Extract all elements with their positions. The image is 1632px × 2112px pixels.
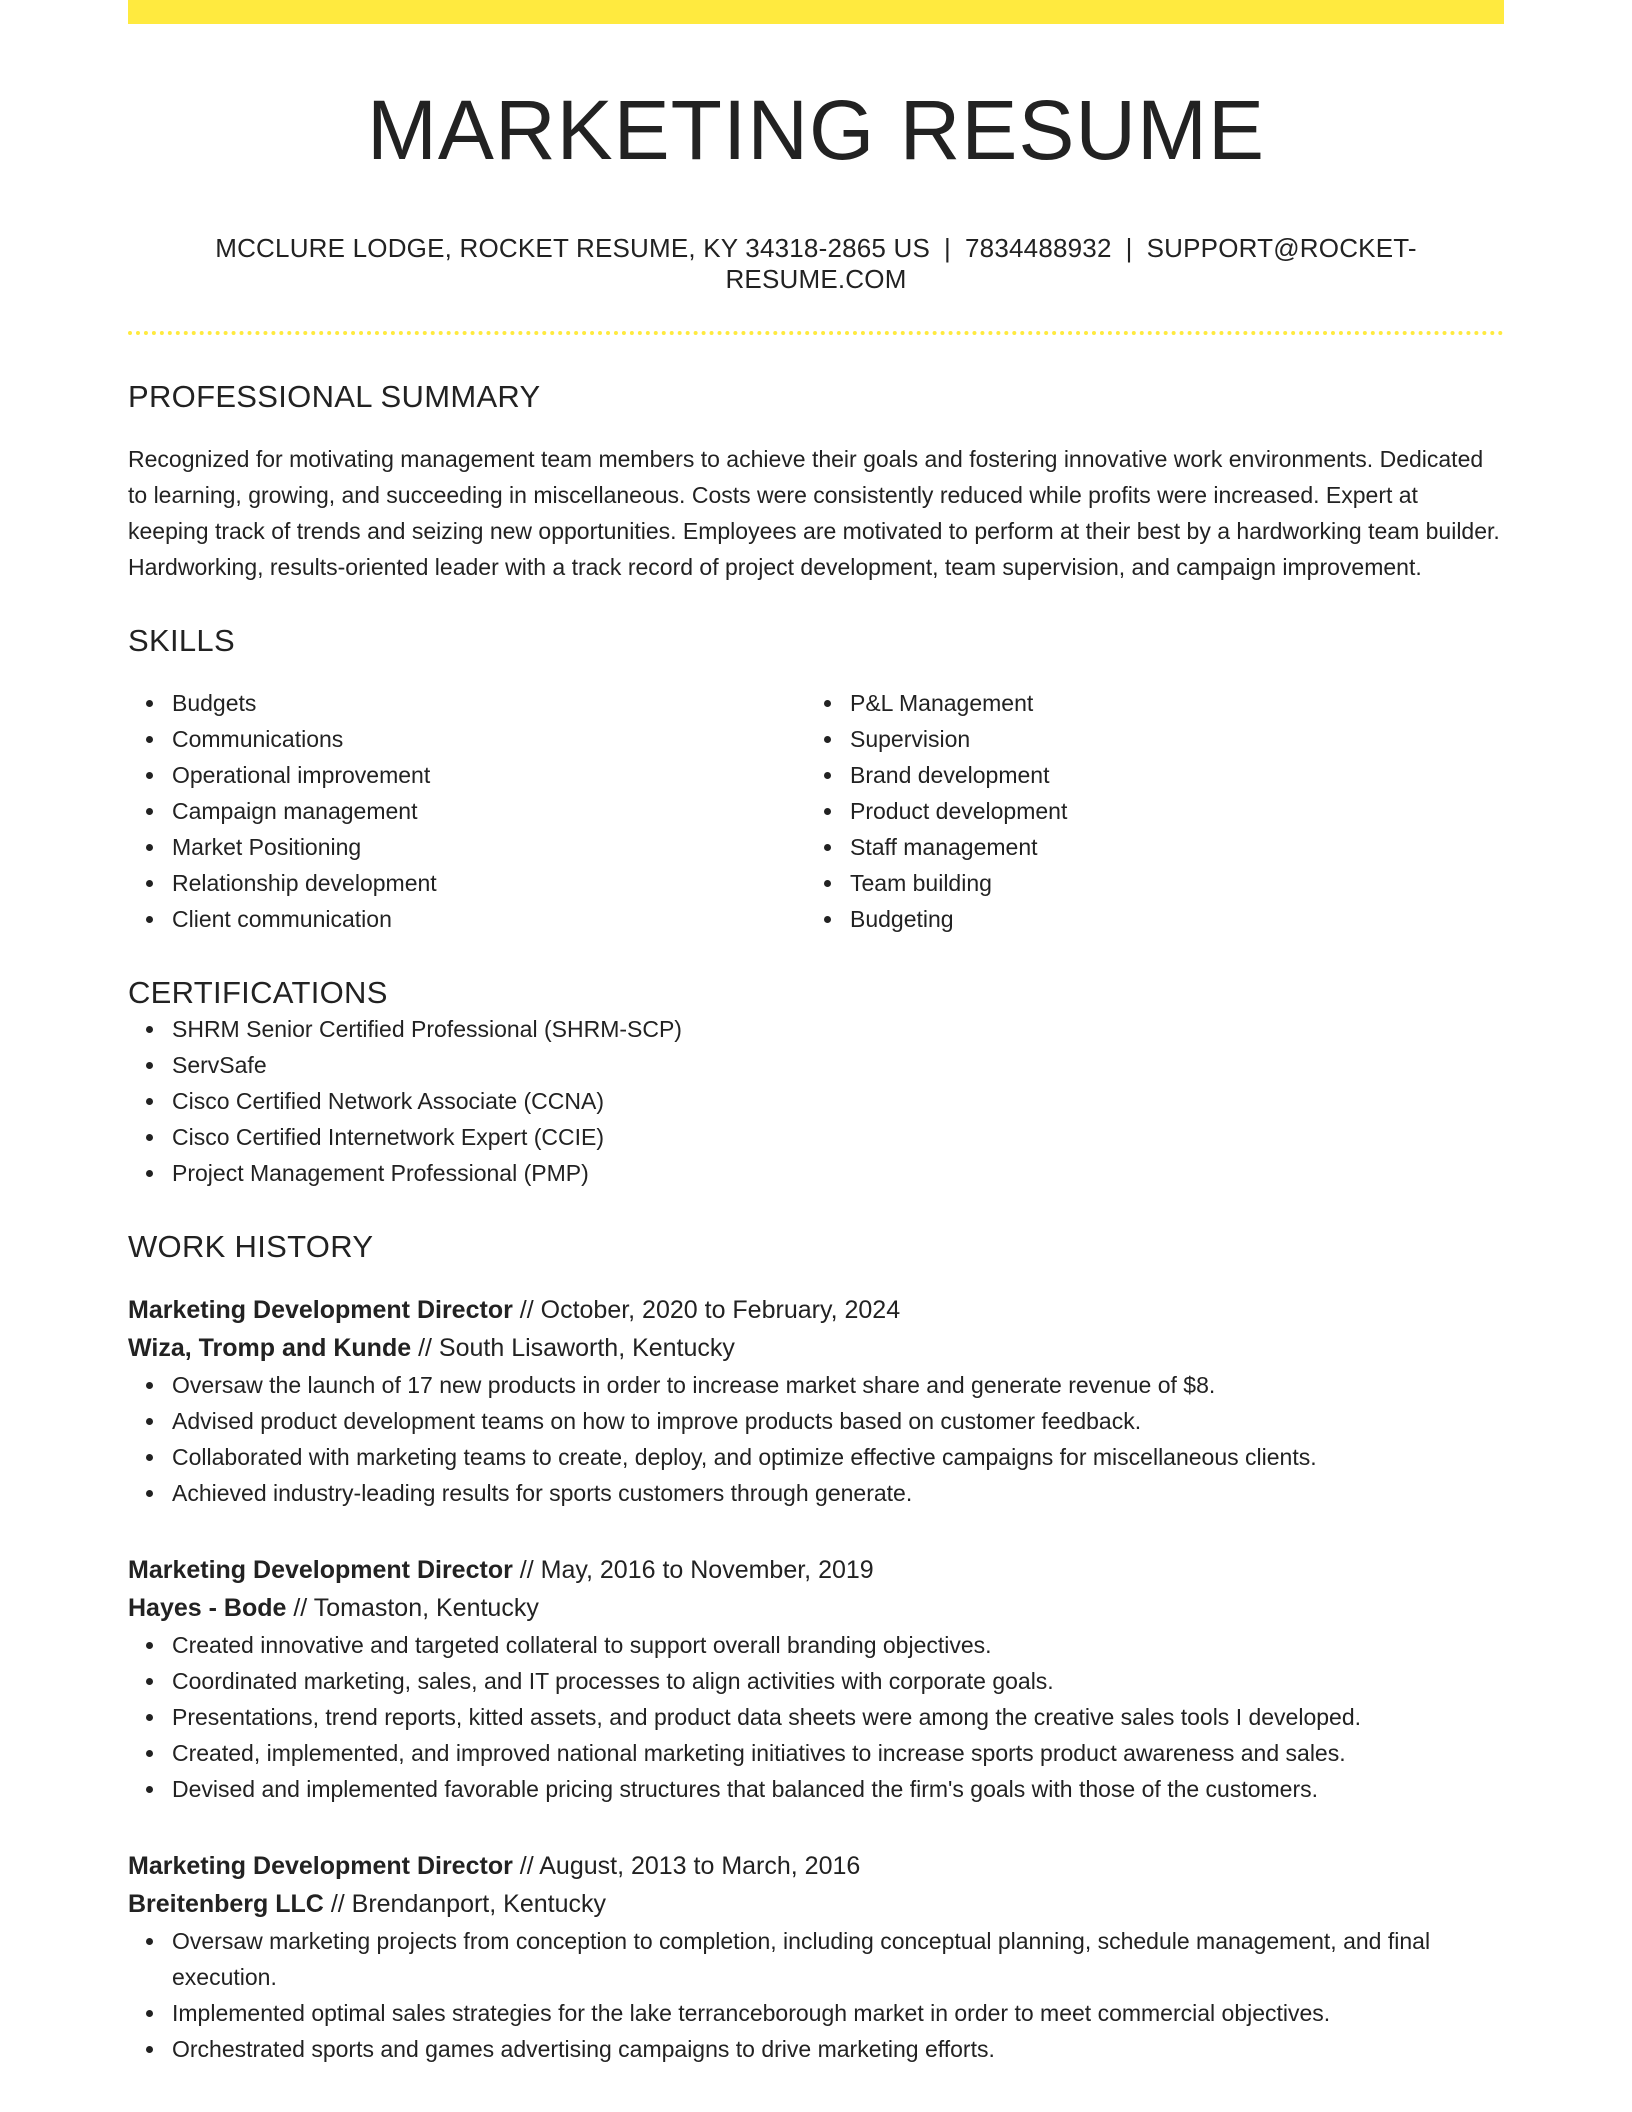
skills-column-right	[806, 685, 1484, 937]
job-title: Marketing Development Director	[128, 1851, 513, 1880]
job-bullet: Presentations, trend reports, kitted assets, and product data sheets were among the creative sales tools I developed.	[172, 1699, 1504, 1735]
job-title-line	[128, 1551, 1504, 1589]
top-accent-bar	[128, 0, 1504, 24]
job-title-line	[128, 1847, 1504, 1885]
skill-item: Relationship development	[172, 865, 806, 901]
work-history-heading: WORK HISTORY	[128, 1228, 374, 1264]
certifications-list	[128, 1011, 1504, 1191]
job-title: Marketing Development Director	[128, 1295, 513, 1324]
certification-item: Cisco Certified Internetwork Expert (CCIE)	[172, 1119, 1504, 1155]
job-bullet: Implemented optimal sales strategies for the lake terranceborough market in order to meet commercial objectives.	[172, 1995, 1504, 2031]
job-bullet: Advised product development teams on how to improve products based on customer feedback.	[172, 1403, 1504, 1439]
job-bullets	[128, 1627, 1504, 1807]
job-company-line	[128, 1589, 1504, 1627]
skill-item: Brand development	[850, 757, 1484, 793]
job-bullet: Created innovative and targeted collateral to support overall branding objectives.	[172, 1627, 1504, 1663]
certification-item: ServSafe	[172, 1047, 1504, 1083]
header-divider	[128, 331, 1504, 335]
job-company: Breitenberg LLC	[128, 1889, 324, 1918]
summary-text: Recognized for motivating management team members to achieve their goals and fostering innovative work environments. Dedicated to learning, growing, and succeeding in miscellaneous. Costs were consistently reduced while profits were increased. Expert at keeping track of trends and seizing new opportunities. Employees are motivated to perform at their best by a hardworking team builder. Hardworking, results-oriented leader with a track record of project development, team supervision, and campaign improvement.	[128, 445, 1500, 580]
skills-list-left	[128, 685, 806, 937]
job-company-line	[128, 1885, 1504, 1923]
contact-line	[128, 233, 1504, 295]
job-company: Hayes - Bode	[128, 1593, 287, 1622]
resume-title: MARKETING RESUME	[366, 83, 1266, 177]
contact-email: SUPPORT@ROCKET-RESUME.COM	[725, 232, 1417, 294]
job-company: Wiza, Tromp and Kunde	[128, 1333, 412, 1362]
skill-item: Team building	[850, 865, 1484, 901]
job-title-line	[128, 1291, 1504, 1329]
skill-item: Communications	[172, 721, 806, 757]
skill-item: Product development	[850, 793, 1484, 829]
summary-heading: PROFESSIONAL SUMMARY	[128, 378, 541, 414]
job-title: Marketing Development Director	[128, 1555, 513, 1584]
job-bullet: Coordinated marketing, sales, and IT processes to align activities with corporate goals.	[172, 1663, 1504, 1699]
certification-item: SHRM Senior Certified Professional (SHRM-SCP)	[172, 1011, 1504, 1047]
skill-item: Market Positioning	[172, 829, 806, 865]
certifications-heading: CERTIFICATIONS	[128, 974, 388, 1010]
job-bullet: Devised and implemented favorable pricing structures that balanced the firm's goals with those of the customers.	[172, 1771, 1504, 1807]
job-bullet: Orchestrated sports and games advertising campaigns to drive marketing efforts.	[172, 2031, 1504, 2067]
certification-item: Cisco Certified Network Associate (CCNA)	[172, 1083, 1504, 1119]
job-dates: // October, 2020 to February, 2024	[519, 1295, 901, 1324]
job-bullet: Created, implemented, and improved national marketing initiatives to increase sports product awareness and sales.	[172, 1735, 1504, 1771]
job-bullet: Collaborated with marketing teams to create, deploy, and optimize effective campaigns for miscellaneous clients.	[172, 1439, 1504, 1475]
skills-heading: SKILLS	[128, 622, 235, 658]
job-bullet: Oversaw marketing projects from conception to completion, including conceptual planning, schedule management, and final execution.	[172, 1923, 1504, 1995]
contact-separator: |	[944, 232, 952, 263]
contact-address: MCCLURE LODGE, ROCKET RESUME, KY 34318-2865 US	[215, 232, 931, 263]
job-location: // Brendanport, Kentucky	[330, 1889, 606, 1918]
skill-item: Operational improvement	[172, 757, 806, 793]
skills-list-right	[806, 685, 1484, 937]
job-bullets	[128, 1367, 1504, 1511]
contact-phone: 7834488932	[965, 232, 1112, 263]
job-location: // Tomaston, Kentucky	[293, 1593, 539, 1622]
skill-item: Budgeting	[850, 901, 1484, 937]
certification-item: Project Management Professional (PMP)	[172, 1155, 1504, 1191]
skill-item: Client communication	[172, 901, 806, 937]
resume-page	[128, 0, 1504, 2067]
skill-item: Budgets	[172, 685, 806, 721]
job-company-line	[128, 1329, 1504, 1367]
skill-item: Campaign management	[172, 793, 806, 829]
job-entry	[128, 1551, 1504, 1807]
job-bullets	[128, 1923, 1504, 2067]
skill-item: P&L Management	[850, 685, 1484, 721]
skill-item: Supervision	[850, 721, 1484, 757]
job-dates: // August, 2013 to March, 2016	[519, 1851, 861, 1880]
job-entry	[128, 1847, 1504, 2067]
job-location: // South Lisaworth, Kentucky	[418, 1333, 735, 1362]
skills-grid	[128, 685, 1504, 937]
skill-item: Staff management	[850, 829, 1484, 865]
job-entry	[128, 1291, 1504, 1511]
contact-separator: |	[1125, 232, 1133, 263]
job-bullet: Achieved industry-leading results for sports customers through generate.	[172, 1475, 1504, 1511]
job-dates: // May, 2016 to November, 2019	[519, 1555, 874, 1584]
job-bullet: Oversaw the launch of 17 new products in order to increase market share and generate revenue of $8.	[172, 1367, 1504, 1403]
skills-column-left	[128, 685, 806, 937]
